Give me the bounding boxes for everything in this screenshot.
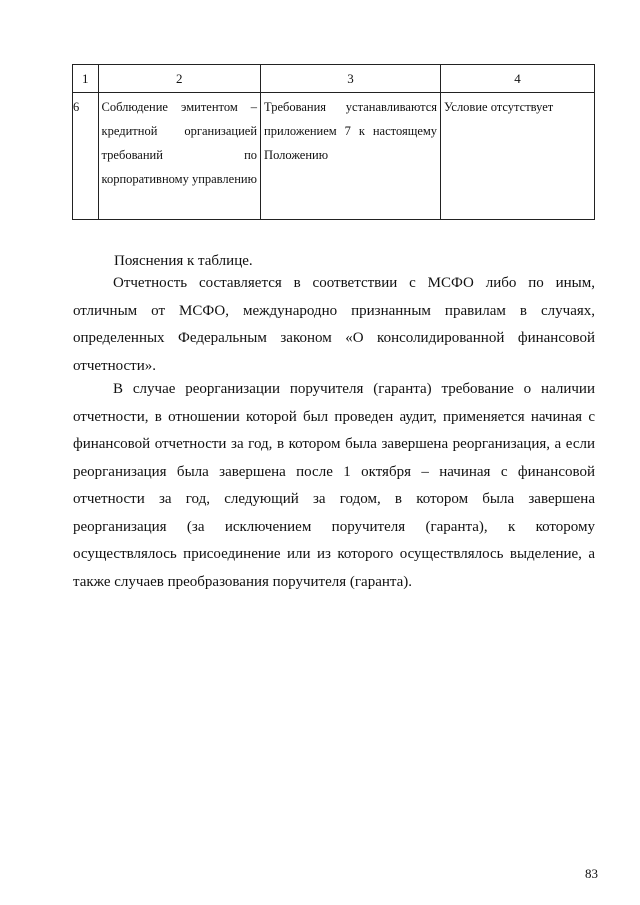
paragraph-text: В случае реорганизации поручителя (гаранта) требование о наличии отчетности, в отношении которой был проведен аудит, применяется начиная с финансовой отчетности за год, в котором была завершена реорганизация, а если реорганизация была завершена после 1 октября – начиная с финансовой отчетности за год, следующий за годом, в котором была завершена реорганизация (за исключением поручителя (гаранта), к которому осуществлялось присоединение или из которого осуществлялось выделение, а также случаев преобразования поручителя (гаранта). [73, 381, 595, 590]
condition-cell: Условие отсутствует [441, 93, 595, 220]
row-index: 6 [73, 93, 99, 220]
table-row [73, 93, 595, 220]
criterion-cell: Соблюдение эмитентом – кредитной организацией требований по корпоративному управлению [98, 93, 261, 220]
table-header-row [73, 65, 595, 93]
header-cell-3: 3 [261, 65, 441, 93]
requirements-table [72, 64, 595, 220]
header-cell-1: 1 [73, 65, 99, 93]
notes-paragraph-2 [73, 376, 595, 596]
header-cell-2: 2 [98, 65, 261, 93]
paragraph-text: Отчетность составляется в соответствии с МСФО либо по иным, отличным от МСФО, международно признанным правилам в случаях, определенных Федеральным законом «О консолидированной финансовой отчетности». [73, 275, 595, 374]
header-cell-4: 4 [441, 65, 595, 93]
table-notes-caption: Пояснения к таблице. [114, 253, 253, 269]
notes-paragraph-1 [73, 270, 595, 380]
page-number: 83 [585, 866, 598, 881]
requirement-cell: Требования устанавливаются приложением 7 к настоящему Положению [261, 93, 441, 220]
